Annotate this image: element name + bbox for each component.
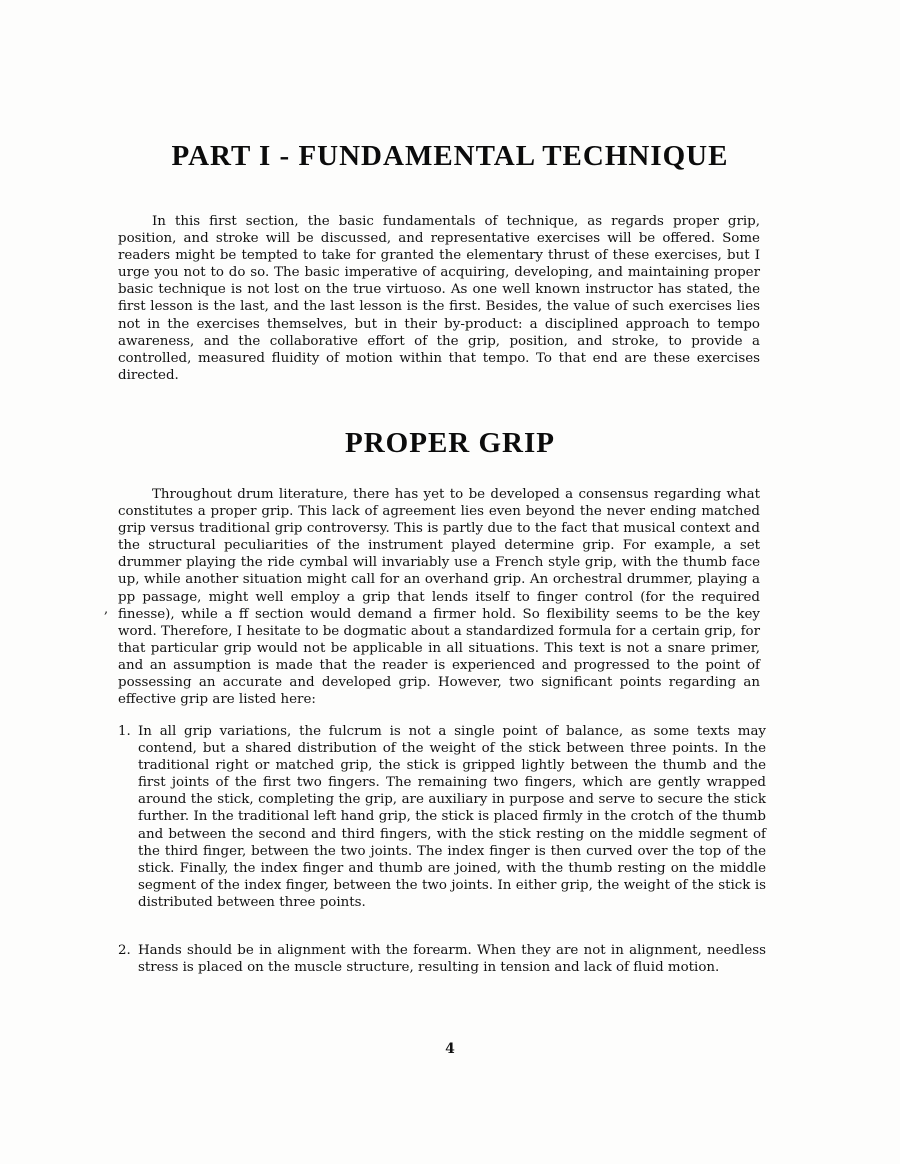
list-item-text: Hands should be in alignment with the forearm. When they are not in alignment, needless stress is placed on the muscle structure, resulting in tension and lack of fluid motion.: [138, 943, 766, 976]
points-list-item-1: [118, 723, 766, 911]
section-title: PROPER GRIP: [345, 427, 555, 459]
stray-mark: ,: [104, 602, 109, 617]
part-title: PART I - FUNDAMENTAL TECHNIQUE: [171, 140, 729, 172]
list-item-text: In all grip variations, the fulcrum is not a single point of balance, as some texts may contend, but a shared distribution of the weight of the stick between three points. In the traditional right or matched grip, the stick is gripped lightly between the thumb and the first joints of the first two fingers. The remaining two fingers, which are gently wrapped around the stick, completing the grip, are auxiliary in purpose and serve to secure the stick further. In the traditional left hand grip, the stick is placed firmly in the crotch of the thumb and between the second and third fingers, with the stick resting on the middle segment of the third finger, between the two joints. The index finger is then curved over the top of the stick. Finally, the index finger and thumb are joined, with the thumb resting on the middle segment of the index finger, between the two joints. In either grip, the weight of the stick is distributed between three points.: [138, 724, 766, 910]
intro-paragraph: In this first section, the basic fundamentals of technique, as regards proper grip, position, and stroke will be discussed, and representative exercises will be offered. Some readers might be tempted to take for granted the elementary thrust of these exercises, but I urge you not to do so. The basic imperative of acquiring, developing, and maintaining proper basic technique is not lost on the true virtuoso. As one well known instructor has stated, the first lesson is the last, and the last lesson is the first. Besides, the value of such exercises lies not in the exercises themselves, but in their by-product: a disciplined approach to tempo awareness, and the collaborative effort of the grip, position, and stroke, to provide a controlled, measured fluidity of motion within that tempo. To that end are these exercises directed.: [118, 214, 760, 383]
list-item: [118, 723, 766, 911]
list-item-number: 2.: [118, 943, 131, 958]
page-number: 4: [445, 1041, 455, 1057]
grip-paragraph: Throughout drum literature, there has yet to be developed a consensus regarding what constitutes a proper grip. This lack of agreement lies even beyond the never ending matched grip versus traditional grip controversy. This is partly due to the fact that musical context and the structural peculiarities of the instrument played determine grip. For example, a set drummer playing the ride cymbal will invariably use a French style grip, with the thumb face up, while another situation might call for an overhand grip. An orchestral drummer, playing a pp passage, might well employ a grip that lends itself to finger control (for the required finesse), while a ff section would demand a firmer hold. So flexibility seems to be the key word. Therefore, I hesitate to be dogmatic about a standardized formula for a certain grip, for that particular grip would not be applicable in all situations. This text is not a snare primer, and an assumption is made that the reader is experienced and progressed to the point of possessing an accurate and developed grip. However, two significant points regarding an effective grip are listed here:: [118, 487, 760, 708]
list-item: [118, 942, 766, 976]
points-list-item-2: [118, 942, 766, 976]
list-item-number: 1.: [118, 724, 131, 739]
